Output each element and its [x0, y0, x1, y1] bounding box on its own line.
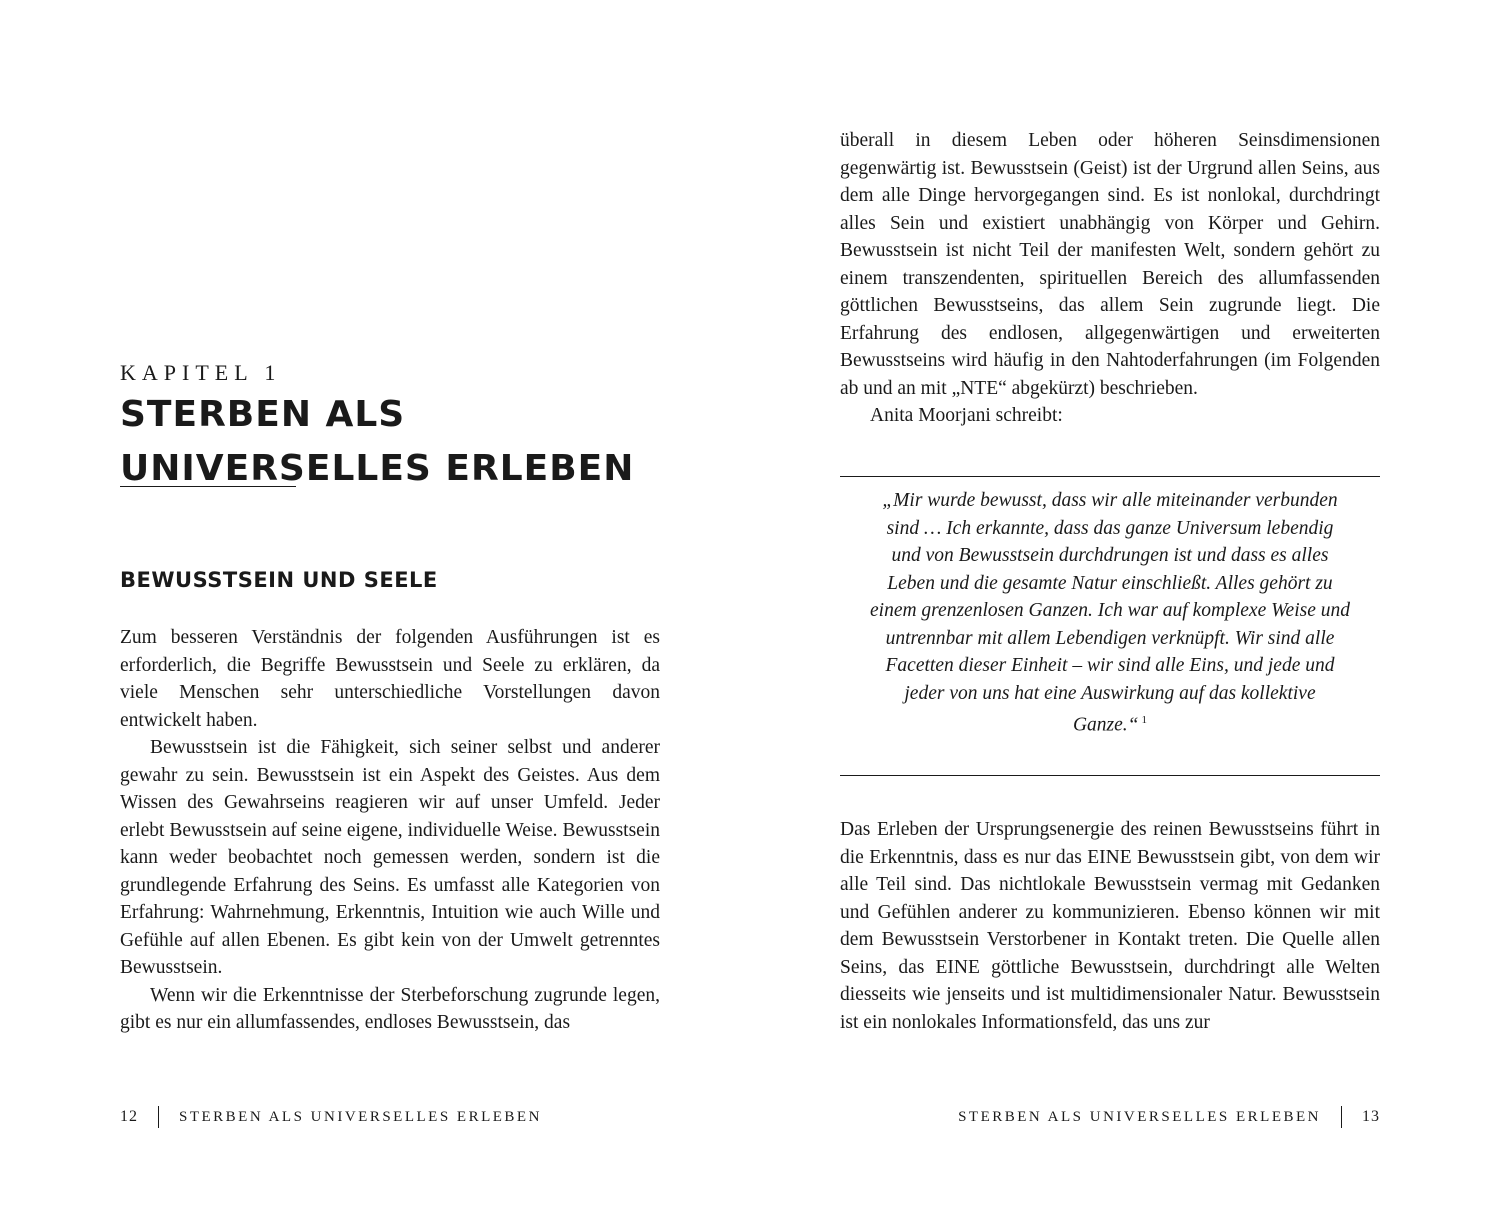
right-body-text-bottom: [840, 816, 1380, 1036]
quote-body: „Mir wurde bewusst, dass wir alle miteinander verbunden sind … Ich erkannte, dass das ganze Universum lebendig und von Bewusstsein durchdrungen ist und dass es alles Leben und die gesamte Natur einschließt. Alles gehört zu einem grenzenlosen Ganzen. Ich war auf komplexe Weise und untrennbar mit allem Lebendigen verknüpft. Wir sind alle Facetten dieser Einheit – wir sind alle Eins, und jede und jeder von uns hat eine Auswirkung auf das kollektive Ganze.“: [870, 490, 1350, 736]
paragraph: Anita Moorjani schreibt:: [870, 405, 1063, 426]
paragraph: Zum besseren Verständnis der folgenden Ausführungen ist es erforderlich, die Begriffe Bewusstsein und Seele zu erklären, da viele Menschen sehr unterschiedliche Vorstellungen davon entwickelt haben.: [120, 627, 660, 731]
left-page: [120, 0, 660, 1230]
footer-divider: [1341, 1106, 1342, 1128]
running-title: STERBEN ALS UNIVERSELLES ERLEBEN: [179, 1108, 542, 1125]
right-body-text-top: [840, 127, 1380, 430]
left-body-text: [120, 624, 660, 1037]
page-number: 13: [1362, 1108, 1380, 1125]
left-footer: [120, 1106, 542, 1128]
running-title: STERBEN ALS UNIVERSELLES ERLEBEN: [958, 1108, 1321, 1125]
footnote-marker: 1: [1141, 714, 1148, 726]
page-number: 12: [120, 1108, 138, 1125]
title-underline: [120, 486, 296, 487]
chapter-label: KAPITEL 1: [120, 360, 282, 385]
right-footer: [958, 1106, 1380, 1128]
chapter-title: STERBEN ALS UNIVERSELLES ERLEBEN: [120, 394, 635, 489]
paragraph: Bewusstsein ist die Fähigkeit, sich seiner selbst und anderer gewahr zu sein. Bewusstsein ist ein Aspekt des Geistes. Aus dem Wissen des Gewahrseins reagieren wir auf unser Umfeld. Jeder erlebt Bewusstsein auf seine eigene, individuelle Weise. Bewusstsein kann weder beobachtet noch gemessen werden, sondern ist die grundlegende Erfahrung des Seins. Es umfasst alle Kategorien von Erfahrung: Wahrnehmung, Erkenntnis, Intuition wie auch Wille und Gefühle auf allen Ebenen. Es gibt kein von der Umwelt getrenntes Bewusstsein.: [120, 737, 660, 978]
paragraph: überall in diesem Leben oder höheren Seinsdimensionen gegenwärtig ist. Bewusstsein (Geist) ist der Urgrund allen Seins, aus dem alle Dinge hervorgegangen sind. Es ist nonlokal, durchdringt alles Sein und existiert unabhängig von Körper und Gehirn. Bewusstsein ist nicht Teil der manifesten Welt, sondern gehört zu einem transzendenten, spirituellen Bereich des allumfassenden göttlichen Bewusstseins, das allem Sein zugrunde liegt. Die Erfahrung des endlosen, allgegenwärtigen und erweiterten Bewusstseins wird häufig in den Nahtoderfahrungen (im Folgenden ab und an mit „NTE“ abgekürzt) beschrieben.: [840, 130, 1380, 399]
section-heading: BEWUSSTSEIN UND SEELE: [120, 568, 438, 592]
quote-text: [870, 487, 1350, 739]
blockquote: [840, 476, 1380, 776]
paragraph: Das Erleben der Ursprungsenergie des reinen Bewusstseins führt in die Erkenntnis, dass es nur das EINE Bewusstsein gibt, von dem wir alle Teil sind. Das nichtlokale Bewusstsein vermag mit Gedanken und Gefühlen anderer zu kommunizieren. Ebenso können wir mit dem Bewusstsein Verstorbener in Kontakt treten. Die Quelle allen Seins, das EINE göttliche Bewusstsein, durchdringt alle Welten diesseits wie jenseits und ist multidimensionaler Natur. Bewusstsein ist ein nonlokales Informationsfeld, das uns zur: [840, 819, 1380, 1033]
paragraph: Wenn wir die Erkenntnisse der Sterbeforschung zugrunde legen, gibt es nur ein allumfassendes, endloses Bewusstsein, das: [120, 984, 660, 1033]
right-page: [840, 0, 1380, 1230]
footer-divider: [158, 1106, 159, 1128]
book-spine: [750, 0, 751, 1230]
